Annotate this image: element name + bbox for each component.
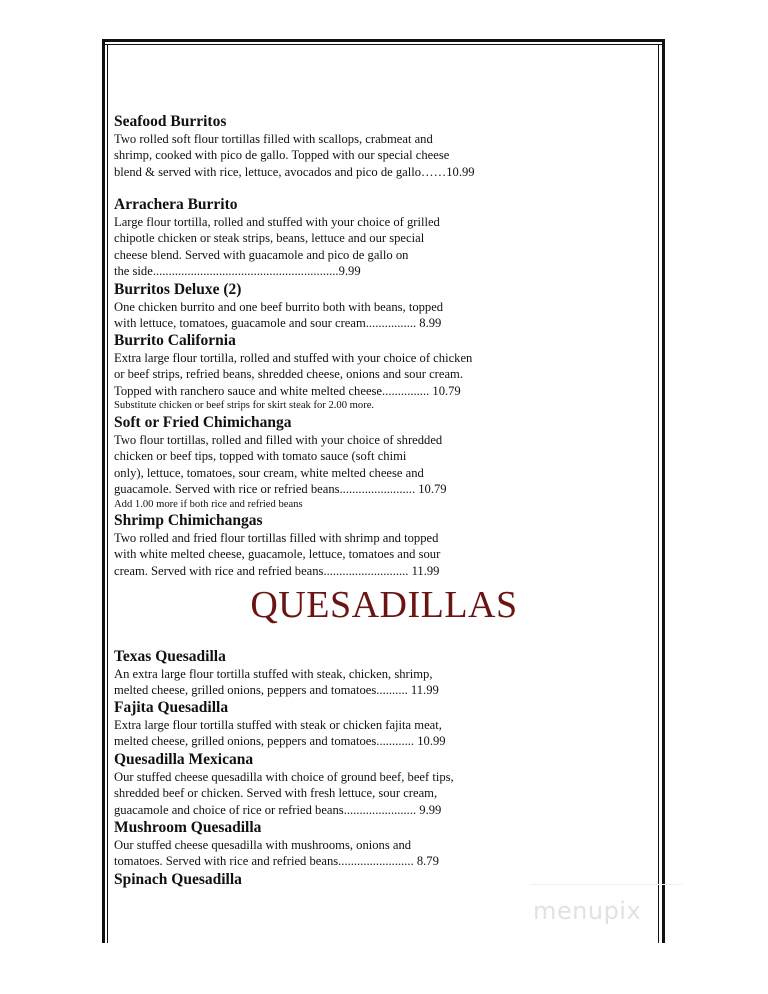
menu-item-spinach-quesadilla bbox=[114, 871, 514, 889]
menu-item-mushroom-quesadilla bbox=[114, 819, 514, 870]
item-description: An extra large flour tortilla stuffed with steak, chicken, shrimp, melted cheese, grilled onions, peppers and tomatoes.......... 11.99 bbox=[114, 667, 439, 698]
watermark-divider bbox=[530, 884, 682, 885]
item-description: One chicken burrito and one beef burrito both with beans, topped with lettuce, tomatoes, guacamole and sour cream................ 8.99 bbox=[114, 300, 444, 331]
menu-item-chimichanga bbox=[114, 414, 514, 511]
item-note: Substitute chicken or beef strips for skirt steak for 2.00 more. bbox=[114, 400, 375, 412]
item-name: Mushroom Quesadilla bbox=[114, 819, 262, 836]
menu-item-burritos-deluxe bbox=[114, 281, 514, 332]
item-name: Spinach Quesadilla bbox=[114, 871, 242, 888]
border-left-inner bbox=[107, 44, 108, 943]
item-description: Extra large flour tortilla, rolled and stuffed with your choice of chicken or beef strips, refried beans, shredded cheese, onions and sour cream. Topped with ranchero sauce and white melted cheese............... 10.79 bbox=[114, 351, 473, 398]
item-name: Quesadilla Mexicana bbox=[114, 751, 254, 768]
item-name: Fajita Quesadilla bbox=[114, 699, 229, 716]
item-name: Seafood Burritos bbox=[114, 113, 227, 130]
border-top-inner bbox=[102, 44, 665, 45]
item-name: Texas Quesadilla bbox=[114, 648, 226, 665]
menu-item-seafood-burritos bbox=[114, 113, 514, 180]
watermark-logo: menupix bbox=[533, 897, 642, 925]
item-name: Arrachera Burrito bbox=[114, 196, 238, 213]
menu-item-shrimp-chimichangas bbox=[114, 512, 514, 579]
border-left bbox=[102, 39, 105, 943]
item-description: Two flour tortillas, rolled and filled with your choice of shredded chicken or beef tips, topped with tomato sauce (soft chimi only), lettuce, tomatoes, sour cream, white melted cheese and guacamole. Served with rice or refried beans........................ 10.79 bbox=[114, 433, 447, 497]
item-description: Our stuffed cheese quesadilla with mushrooms, onions and tomatoes. Served with rice and refried beans........................ 8.79 bbox=[114, 838, 439, 869]
item-name: Burrito California bbox=[114, 332, 236, 349]
section-title-quesadillas: QUESADILLAS bbox=[250, 584, 518, 626]
menu-item-quesadilla-mexicana bbox=[114, 751, 514, 818]
item-description: Our stuffed cheese quesadilla with choice of ground beef, beef tips, shredded beef or chicken. Served with fresh lettuce, sour cream, guacamole and choice of rice or refried beans....................... 9.99 bbox=[114, 770, 454, 817]
border-right bbox=[662, 39, 665, 943]
item-description: Large flour tortilla, rolled and stuffed with your choice of grilled chipotle chicken or steak strips, beans, lettuce and our special cheese blend. Served with guacamole and pico de gallo on the side...........................................................9.99 bbox=[114, 215, 440, 279]
menu-item-burrito-california bbox=[114, 332, 514, 412]
item-name: Burritos Deluxe (2) bbox=[114, 281, 242, 298]
menu-item-texas-quesadilla bbox=[114, 648, 514, 699]
item-description: Two rolled soft flour tortillas filled with scallops, crabmeat and shrimp, cooked with pico de gallo. Topped with our special cheese blend & served with rice, lettuce, avocados and pico de gallo……10.99 bbox=[114, 132, 475, 179]
item-description: Two rolled and fried flour tortillas filled with shrimp and topped with white melted cheese, guacamole, lettuce, tomatoes and sour cream. Served with rice and refried beans........................... 11.99 bbox=[114, 531, 441, 578]
menu-item-fajita-quesadilla bbox=[114, 699, 514, 750]
item-note: Add 1.00 more if both rice and refried beans bbox=[114, 498, 303, 510]
item-name: Soft or Fried Chimichanga bbox=[114, 414, 292, 431]
border-right-inner bbox=[658, 44, 659, 943]
border-top bbox=[102, 39, 665, 42]
item-description: Extra large flour tortilla stuffed with steak or chicken fajita meat, melted cheese, grilled onions, peppers and tomatoes............ 10.99 bbox=[114, 718, 446, 749]
item-name: Shrimp Chimichangas bbox=[114, 512, 263, 529]
menu-item-arrachera-burrito bbox=[114, 196, 514, 280]
